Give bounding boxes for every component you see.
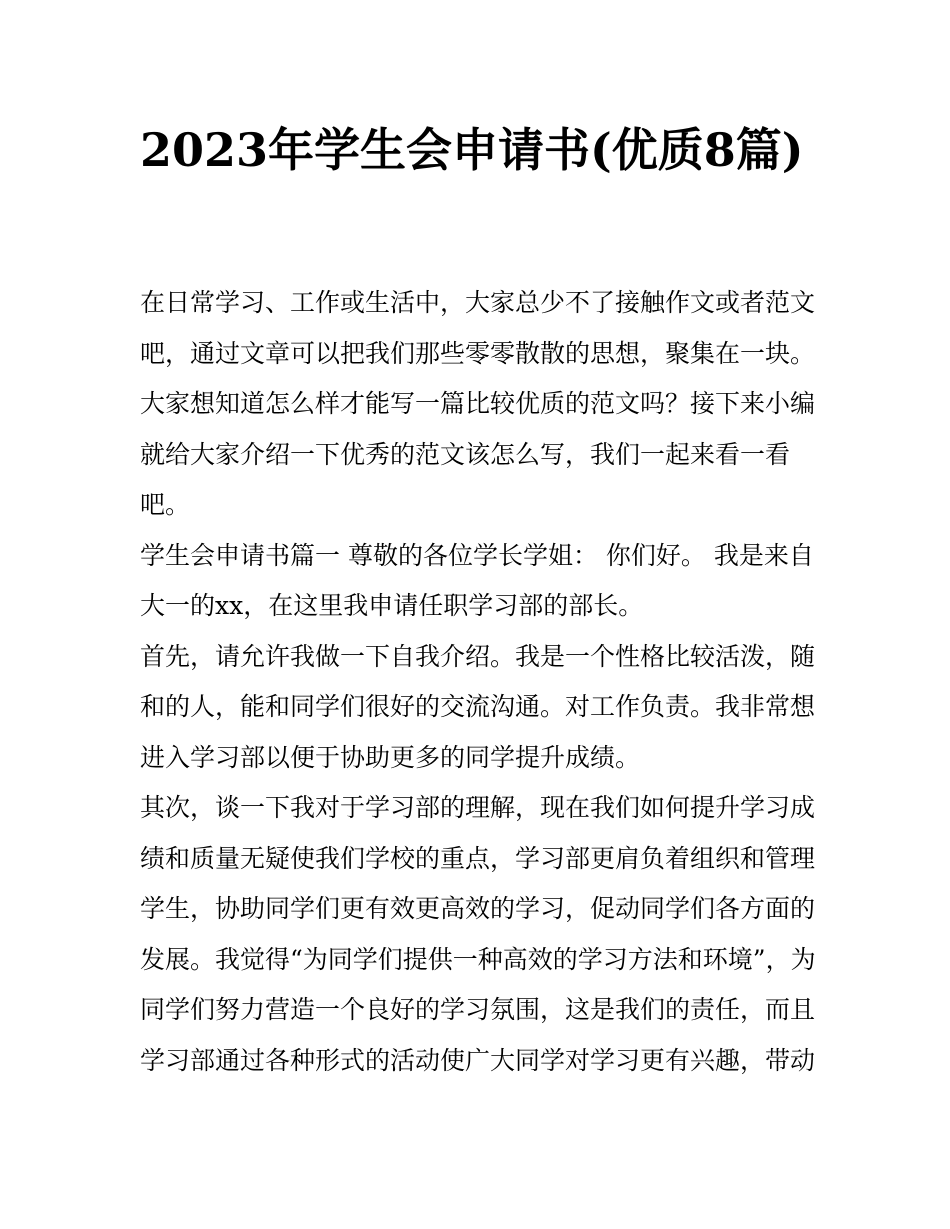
- paragraph-self-intro: 首先，请允许我做一下自我介绍。我是一个性格比较活泼，随和的人，能和同学们很好的交流沟通。对工作负责。我非常想进入学习部以便于协助更多的同学提升成绩。: [140, 641, 816, 772]
- paragraph-greeting: 学生会申请书篇一 尊敬的各位学长学姐： 你们好。 我是来自大一的xx，在这里我申请任职学习部的部长。: [140, 540, 814, 620]
- document-body: [140, 278, 816, 1086]
- paragraph-understanding: 其次，谈一下我对于学习部的理解，现在我们如何提升学习成绩和质量无疑使我们学校的重点，学习部更肩负着组织和管理学生，协助同学们更有效更高效的学习，促动同学们各方面的发展。我觉得“为同学们提供一种高效的学习方法和环境”，为同学们努力营造一个良好的学习氛围，这是我们的责任，而且学习部通过各种形式的活动使广大同学对学习更有兴趣，带动: [140, 793, 816, 1075]
- document-title: 2023年学生会申请书(优质8篇): [140, 123, 804, 177]
- paragraph-intro: 在日常学习、工作或生活中，大家总少不了接触作文或者范文吧，通过文章可以把我们那些零零散散的思想，聚集在一块。大家想知道怎么样才能写一篇比较优质的范文吗？接下来小编就给大家介绍一下优秀的范文该怎么写，我们一起来看一看吧。: [140, 288, 816, 519]
